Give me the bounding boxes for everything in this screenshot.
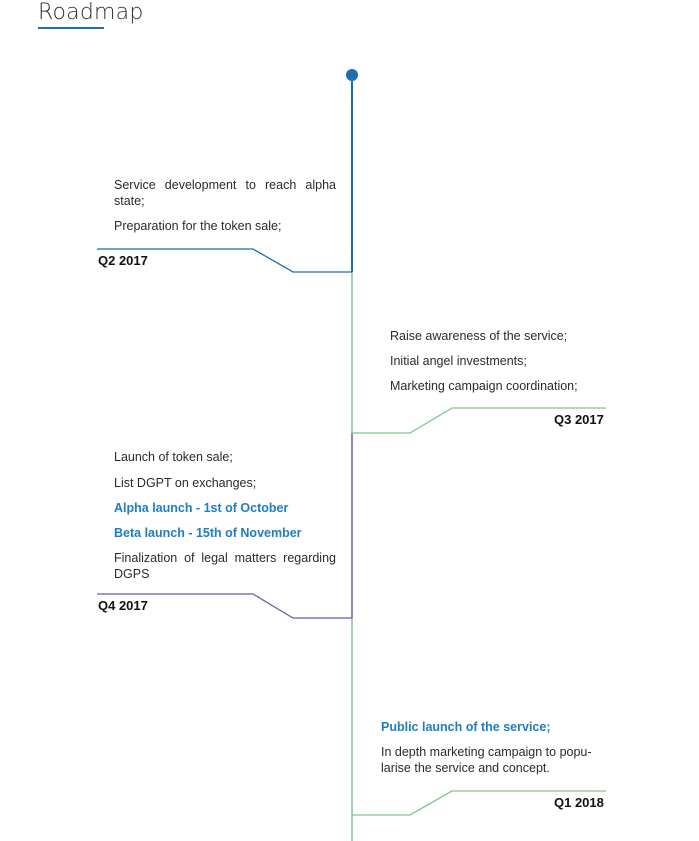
milestone-q4-item-2: List DGPT on exchanges; <box>114 476 257 490</box>
milestone-q1-2018-item-1: Public launch of the service; <box>381 720 551 734</box>
milestone-q1-2018-item-2: In depth marketing campaign to popu- larise the service and concept. <box>381 745 592 775</box>
quarter-label-q1-2018: Q1 2018 <box>554 795 604 810</box>
milestone-q2-item-2: Preparation for the token sale; <box>114 219 282 233</box>
milestone-q2-item-1: Service development to reach alpha state; <box>114 178 336 208</box>
milestone-q3-item-3: Marketing campaign coordination; <box>390 379 578 393</box>
milestone-q4-item-4: Beta launch - 15th of November <box>114 526 302 540</box>
milestone-q4-item-5: Finalization of legal matters regarding DGPS <box>114 551 336 581</box>
milestone-q3-item-1: Raise awareness of the service; <box>390 329 568 343</box>
milestone-q4-item-1: Launch of token sale; <box>114 450 233 464</box>
page-title: Roadmap <box>38 0 144 25</box>
milestone-q3-item-2: Initial angel investments; <box>390 354 527 368</box>
timeline-start-dot <box>346 69 358 81</box>
quarter-label-q4-2017: Q4 2017 <box>98 598 148 613</box>
quarter-label-q2-2017: Q2 2017 <box>98 253 148 268</box>
milestone-q4-item-3: Alpha launch - 1st of October <box>114 501 289 515</box>
quarter-label-q3-2017: Q3 2017 <box>554 412 604 427</box>
